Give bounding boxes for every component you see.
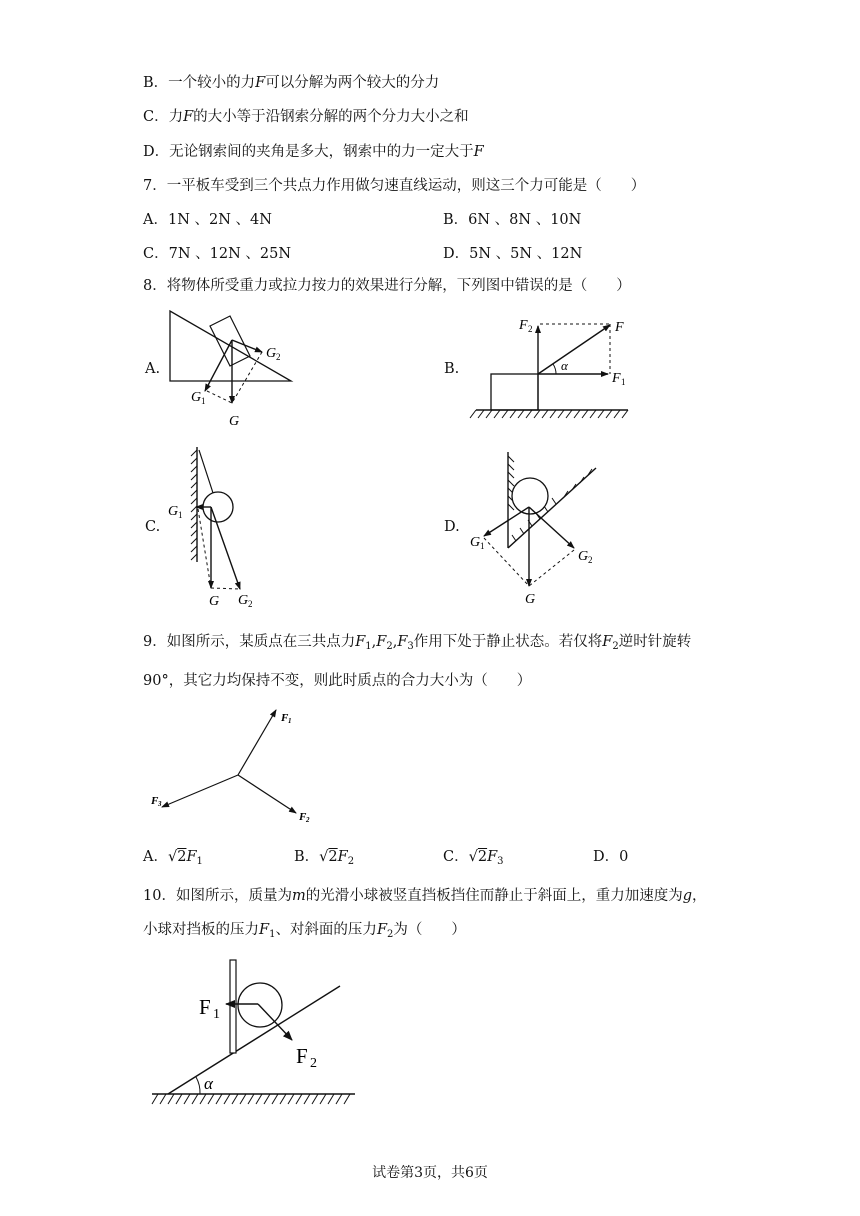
wall-hatch bbox=[191, 450, 197, 560]
label-f2: F bbox=[519, 318, 528, 333]
label-g: G bbox=[209, 594, 220, 609]
q9-option-b: B．$√2F_2$ bbox=[294, 849, 355, 867]
label-g1-sub: 1 bbox=[178, 510, 183, 520]
q8-stem: 8．将物体所受重力或拉力按力的效果进行分解，下列图中错误的是（ ） bbox=[143, 278, 631, 294]
ground-hatch bbox=[470, 410, 628, 418]
label-alpha: α bbox=[561, 358, 568, 373]
q9-figure bbox=[145, 703, 325, 828]
box bbox=[491, 374, 538, 410]
label-f2-sub: 2 bbox=[306, 816, 310, 824]
q6-option-d: D．无论钢索间的夹角是多大，钢索中的力一定大于F bbox=[143, 144, 484, 160]
q8-figure-a bbox=[160, 305, 300, 430]
q10-stem-line1: 10．如图所示，质量为m的光滑小球被竖直挡板挡住而静止于斜面上，重力加速度为g， bbox=[143, 888, 707, 904]
q6-option-c: C．力F的大小等于沿钢索分解的两个分力大小之和 bbox=[143, 109, 469, 125]
q8-figure-d bbox=[465, 450, 605, 608]
f2-arrow bbox=[238, 775, 296, 813]
label-f: F bbox=[615, 320, 624, 335]
label-g2: G bbox=[266, 346, 277, 361]
q10-stem-line2: 小球对挡板的压力$F_1$、对斜面的压力$F_2$为（ ） bbox=[143, 922, 466, 940]
ground-hatch bbox=[152, 1094, 350, 1104]
label-alpha: α bbox=[204, 1074, 213, 1093]
q9-stem-line2: 90°，其它力均保持不变，则此时质点的合力大小为（ ） bbox=[143, 673, 532, 689]
label-f1: F bbox=[281, 712, 289, 724]
q9-stem-line1: 9．如图所示，某质点在三共点力$F_1,F_2,F_3$作用下处于静止状态。若仅将$F_2$逆时针旋转 bbox=[143, 634, 692, 652]
q6-option-b: B．一个较小的力F可以分解为两个较大的分力 bbox=[143, 75, 440, 91]
label-g: G bbox=[229, 414, 240, 429]
label-g1: G bbox=[191, 390, 202, 405]
label-f1-sub: 1 bbox=[621, 377, 626, 387]
rope bbox=[199, 450, 214, 496]
q9-option-a: A．$√2F_1$ bbox=[143, 849, 203, 867]
q7-option-b: B．6N 、8N 、10N bbox=[443, 212, 582, 228]
q8-figure-b-label: B. bbox=[444, 361, 460, 377]
label-g1-sub: 1 bbox=[480, 541, 485, 551]
label-g2-sub: 2 bbox=[276, 352, 281, 362]
baffle bbox=[230, 960, 236, 1053]
label-g1: G bbox=[470, 535, 481, 550]
block bbox=[210, 316, 250, 366]
label-f2: F bbox=[296, 1044, 308, 1068]
label-g2-sub: 2 bbox=[588, 555, 593, 565]
q9-option-c: C．$√2F_3$ bbox=[443, 849, 504, 867]
label-f3: F bbox=[151, 795, 159, 807]
label-g2: G bbox=[578, 549, 589, 564]
f1-arrow bbox=[238, 710, 276, 775]
q7-stem: 7．一平板车受到三个共点力作用做匀速直线运动，则这三个力可能是（ ） bbox=[143, 178, 646, 194]
q8-figure-c bbox=[165, 445, 265, 610]
label-g2-sub: 2 bbox=[248, 599, 253, 609]
q7-option-a: A．1N 、2N 、4N bbox=[143, 212, 272, 228]
label-f1-sub: 1 bbox=[213, 1007, 220, 1022]
f3-arrow bbox=[162, 775, 238, 807]
label-f1: F bbox=[612, 371, 621, 386]
label-g1-sub: 1 bbox=[201, 396, 206, 406]
q8-figure-b bbox=[470, 310, 640, 422]
label-f2-sub: 2 bbox=[528, 324, 533, 334]
q8-figure-c-label: C. bbox=[145, 519, 161, 535]
label-f2: F bbox=[299, 811, 307, 823]
label-g2: G bbox=[238, 593, 249, 608]
label-f1: F bbox=[199, 995, 211, 1019]
q8-figure-d-label: D. bbox=[444, 519, 460, 535]
f-arrow bbox=[538, 325, 610, 374]
label-f2-sub: 2 bbox=[310, 1056, 317, 1071]
q7-option-c: C．7N 、12N 、25N bbox=[143, 246, 292, 262]
label-f3-sub: 3 bbox=[158, 800, 162, 808]
label-g1: G bbox=[168, 504, 179, 519]
label-f1-sub: 1 bbox=[288, 717, 292, 725]
ball bbox=[238, 983, 282, 1027]
q8-figure-a-label: A. bbox=[145, 361, 161, 377]
g1-arrow bbox=[205, 340, 232, 391]
label-g: G bbox=[525, 592, 536, 607]
q9-option-d: D．0 bbox=[593, 849, 629, 865]
g2-arrow bbox=[529, 507, 574, 548]
q10-figure bbox=[150, 955, 360, 1110]
page-footer: 试卷第3页，共6页 bbox=[372, 1165, 488, 1181]
q7-option-d: D．5N 、5N 、12N bbox=[443, 246, 583, 262]
